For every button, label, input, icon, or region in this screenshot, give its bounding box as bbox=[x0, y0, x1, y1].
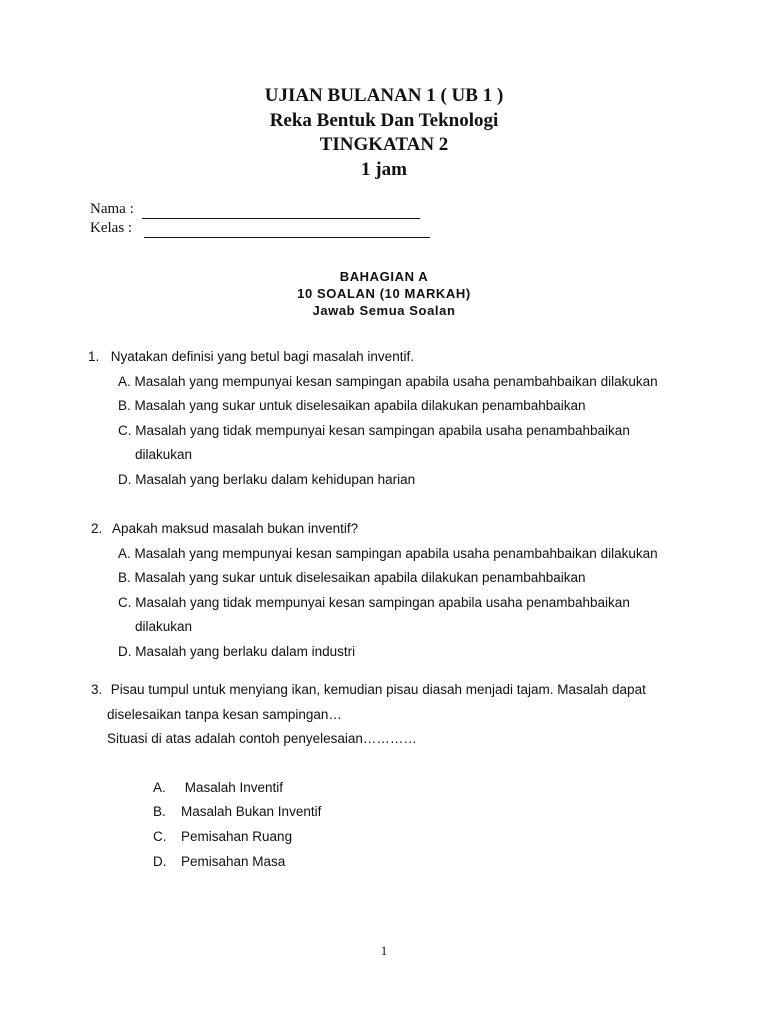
option-text: Pemisahan Ruang bbox=[181, 828, 293, 844]
option-letter: C. bbox=[153, 828, 167, 844]
option-a[interactable]: A. Masalah yang mempunyai kesan sampingan apabila usaha penambahbaikan dilakukan bbox=[118, 373, 658, 389]
exam-duration: 1 jam bbox=[361, 158, 407, 180]
spacer bbox=[91, 752, 646, 776]
exam-header bbox=[0, 84, 768, 182]
nama-field[interactable] bbox=[142, 204, 420, 219]
nama-label: Nama : bbox=[90, 201, 134, 217]
subject-name: Reka Bentuk Dan Teknologi bbox=[269, 109, 499, 131]
option-letter: A. bbox=[153, 779, 166, 795]
option-a[interactable] bbox=[91, 776, 646, 801]
question-stem bbox=[91, 517, 658, 542]
question-text-line-1: Pisau tumpul untuk menyiang ikan, kemudian pisau diasah menjadi tajam. Masalah dapat bbox=[110, 682, 646, 697]
section-header bbox=[0, 268, 768, 319]
question-2 bbox=[91, 517, 658, 665]
question-1 bbox=[88, 345, 658, 493]
option-text: Masalah Bukan Inventif bbox=[181, 804, 322, 820]
kelas-label: Kelas : bbox=[90, 220, 133, 236]
page-number: 1 bbox=[380, 943, 388, 958]
section-title: BAHAGIAN A bbox=[339, 269, 429, 284]
option-text: Masalah Inventif bbox=[181, 779, 284, 795]
option-b[interactable] bbox=[91, 800, 646, 825]
option-c[interactable]: C. Masalah yang tidak mempunyai kesan sampingan apabila usaha penambahbaikan bbox=[118, 594, 630, 610]
question-stem bbox=[88, 345, 658, 370]
option-d[interactable]: D. Masalah yang berlaku dalam kehidupan harian bbox=[118, 471, 416, 487]
question-3 bbox=[91, 678, 646, 874]
option-text: Pemisahan Masa bbox=[181, 853, 286, 869]
question-text: Apakah maksud masalah bukan inventif? bbox=[112, 521, 359, 536]
section-subtitle: 10 SOALAN (10 MARKAH) bbox=[297, 286, 471, 301]
option-c-continued: dilakukan bbox=[135, 447, 193, 463]
option-c[interactable] bbox=[91, 825, 646, 850]
question-text-line-2: diselesaikan tanpa kesan sampingan… bbox=[107, 706, 342, 722]
question-text-line-3: Situasi di atas adalah contoh penyelesaian………… bbox=[107, 731, 417, 747]
question-number: 1. bbox=[88, 349, 100, 364]
question-text: Nyatakan definisi yang betul bagi masalah inventif. bbox=[110, 349, 414, 364]
kelas-field[interactable] bbox=[144, 223, 430, 238]
form-level: TINGKATAN 2 bbox=[319, 134, 449, 155]
option-b[interactable]: B. Masalah yang sukar untuk diselesaikan apabila dilakukan penambahbaikan bbox=[118, 570, 586, 586]
kelas-row bbox=[90, 219, 430, 238]
exam-title: UJIAN BULANAN 1 ( UB 1 ) bbox=[264, 85, 504, 106]
option-c[interactable]: C. Masalah yang tidak mempunyai kesan sampingan apabila usaha penambahbaikan bbox=[118, 422, 630, 438]
option-b[interactable]: B. Masalah yang sukar untuk diselesaikan apabila dilakukan penambahbaikan bbox=[118, 398, 586, 414]
option-a[interactable]: A. Masalah yang mempunyai kesan sampingan apabila usaha penambahbaikan dilakukan bbox=[118, 545, 658, 561]
question-stem bbox=[91, 678, 646, 703]
option-letter: B. bbox=[153, 804, 166, 820]
question-number: 2. bbox=[91, 521, 103, 536]
section-instruction: Jawab Semua Soalan bbox=[312, 303, 456, 318]
option-letter: D. bbox=[153, 853, 167, 869]
option-d[interactable] bbox=[91, 850, 646, 875]
question-number: 3. bbox=[91, 682, 103, 697]
student-info bbox=[90, 200, 430, 238]
option-d[interactable]: D. Masalah yang berlaku dalam industri bbox=[118, 643, 356, 659]
option-c-continued: dilakukan bbox=[135, 619, 193, 635]
nama-row bbox=[90, 200, 430, 219]
